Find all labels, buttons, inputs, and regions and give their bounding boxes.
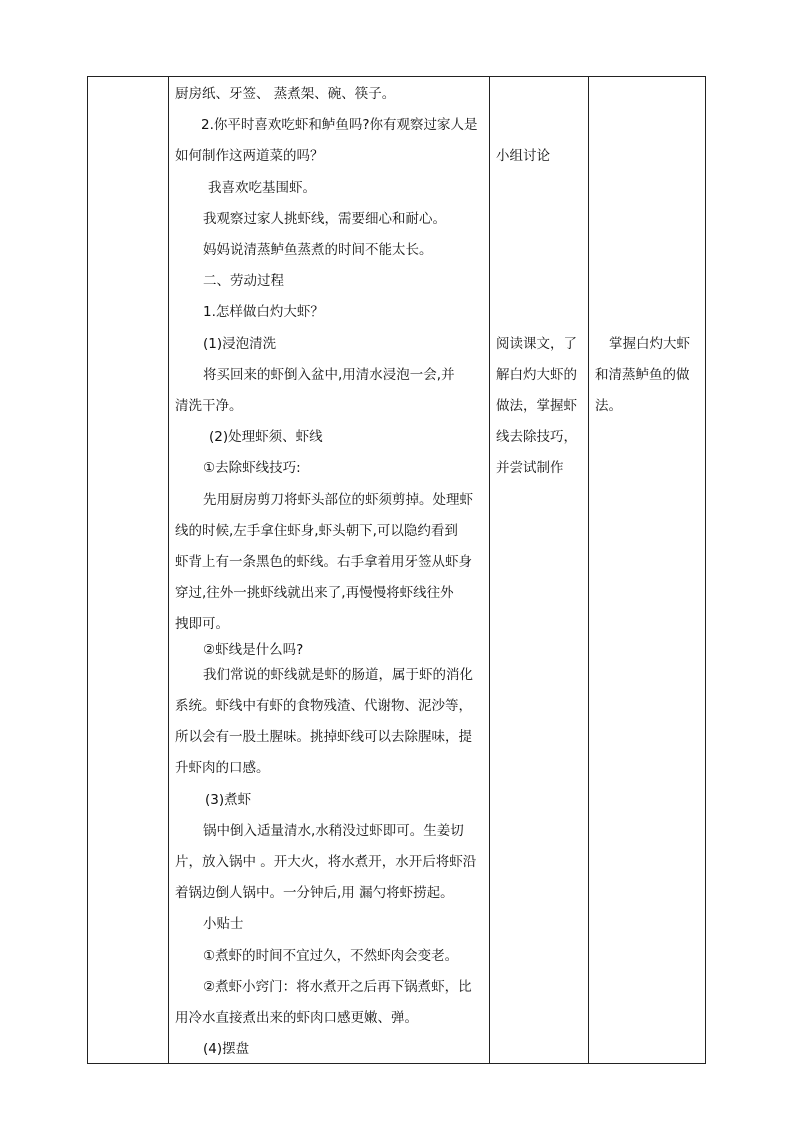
lesson-content-cell xyxy=(169,77,488,1063)
text-line: 将买回来的虾倒入盆中,用清水浸泡一会,并 xyxy=(203,367,455,383)
lesson-table xyxy=(87,76,706,1064)
text-line: 1.怎样做白灼大虾？ xyxy=(203,304,324,320)
text-line: 拽即可。 xyxy=(175,616,229,632)
text-line: 用冷水直接煮出来的虾肉口感更嫩、弹。 xyxy=(175,1010,418,1026)
text-line: ①去除虾线技巧: xyxy=(203,460,301,476)
text-line: 着锅边倒人锅中。一分钟后,用 漏勺将虾捞起。 xyxy=(175,885,454,901)
text-line: 升虾肉的口感。 xyxy=(175,760,270,776)
design-intent-cell xyxy=(589,77,706,1063)
text-line: 虾背上有一条黑色的虾线。右手拿着用牙签从虾身 xyxy=(175,554,472,570)
text-line: (2)处理虾须、虾线 xyxy=(209,429,323,445)
text-line: 线的时候,左手拿住虾身,虾头朝下,可以隐约看到 xyxy=(175,523,458,539)
section-heading: 二、劳动过程 xyxy=(203,273,284,289)
text-line: ②煮虾小窍门：将水煮开之后再下锅煮虾，比 xyxy=(203,979,472,995)
text-line: ①煮虾的时间不宜过久，不然虾肉会变老。 xyxy=(203,948,459,964)
text-line: 线去除技巧， xyxy=(496,429,577,445)
text-line: 妈妈说清蒸鲈鱼蒸煮的时间不能太长。 xyxy=(203,242,433,258)
text-line: 所以会有一股土腥味。挑掉虾线可以去除腥味，提 xyxy=(175,729,472,745)
text-line: (4)摆盘 xyxy=(203,1041,250,1057)
text-line: 我们常说的虾线就是虾的肠道，属于虾的消化 xyxy=(203,667,473,683)
text-line: 解白灼大虾的 xyxy=(496,367,577,383)
text-line: 片，放入锅中 。开大火，将水煮开，水开后将虾沿 xyxy=(175,854,477,870)
text-line: 掌握白灼大虾 xyxy=(609,336,690,352)
tips-heading: 小贴士 xyxy=(203,916,244,932)
text-line: (1)浸泡清洗 xyxy=(203,336,277,352)
text-line: ②虾线是什么吗? xyxy=(203,642,304,658)
text-line: 穿过,往外一挑虾线就出来了,再慢慢将虾线往外 xyxy=(175,585,454,601)
text-line: 锅中倒入适量清水,水稍没过虾即可。生姜切 xyxy=(203,823,464,839)
text-line: 厨房纸、牙签、 蒸煮架、碗、筷子。 xyxy=(175,86,396,102)
text-line: 阅读课文，了 xyxy=(496,336,577,352)
text-line: 做法，掌握虾 xyxy=(496,398,577,414)
text-line: 清洗干净。 xyxy=(175,398,243,414)
text-line: 先用厨房剪刀将虾头部位的虾须剪掉。处理虾 xyxy=(203,492,473,508)
group-discussion-text: 小组讨论 xyxy=(496,148,550,164)
text-line: 我喜欢吃基围虾。 xyxy=(208,180,316,196)
text-line: 我观察过家人挑虾线，需要细心和耐心。 xyxy=(203,211,446,227)
text-line: 法。 xyxy=(595,398,622,414)
text-line: 如何制作这两道菜的吗？ xyxy=(175,148,324,164)
text-line: (3)煮虾 xyxy=(205,792,252,808)
student-activity-cell xyxy=(490,77,587,1063)
text-line: 和清蒸鲈鱼的做 xyxy=(595,367,690,383)
text-line: 2.你平时喜欢吃虾和鲈鱼吗?你有观察过家人是 xyxy=(201,117,478,133)
text-line: 系统。虾线中有虾的食物残渣、代谢物、泥沙等， xyxy=(175,698,472,714)
text-line: 并尝试制作 xyxy=(496,460,564,476)
